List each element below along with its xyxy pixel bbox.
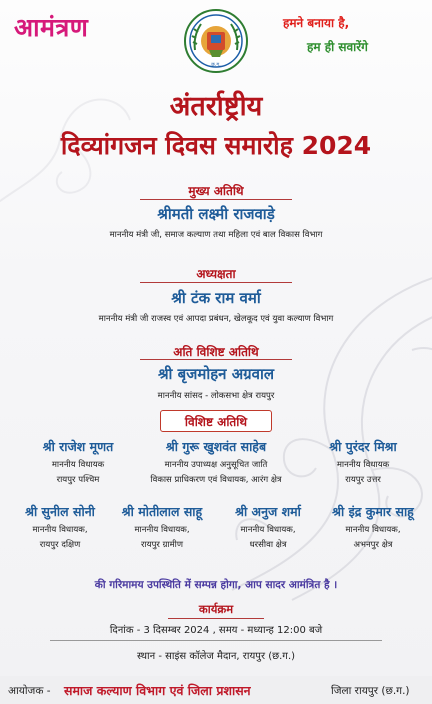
program-venue: स्थान - साइंस कॉलेज मैदान, रायपुर (छ.ग.) (136, 651, 296, 662)
designation-line: माननीय विधायक, (345, 525, 401, 535)
designation-line: रायपुर दक्षिण (39, 540, 81, 550)
special-guest-name: श्री गुरू खुशवंत साहेब (165, 439, 267, 454)
designation-line: रायपुर उत्तर (345, 475, 381, 485)
special-guest-name: श्री इंद्र कुमार साहू (332, 504, 414, 519)
special-guest-designation (216, 523, 320, 553)
designation-line: विकास प्राधिकरण एवं विधायक, आरंग क्षेत्र (150, 475, 282, 485)
chair-heading: अध्यक्षता (196, 267, 236, 281)
designation-line: माननीय विधायक, (32, 525, 88, 535)
special-guest-designation (6, 523, 114, 553)
invitation-text: की गरिमामय उपस्थिति में सम्पन्न होगा, आप सादर आमंत्रित है । (94, 579, 338, 591)
divider (140, 359, 292, 360)
special-guest-name: श्री अनुज शर्मा (235, 504, 301, 519)
designation-line: माननीय विधायक (336, 460, 390, 470)
program-heading: कार्यक्रम (198, 602, 234, 616)
chief-guest-name: श्रीमती लक्ष्मी राजवाड़े (157, 205, 275, 223)
special-guests-heading: विशिष्ट अतिथि (184, 415, 248, 429)
designation-line: माननीय विधायक (51, 460, 105, 470)
chair-name: श्री टंक राम वर्मा (171, 289, 261, 307)
special-chief-guest-heading: अति विशिष्ट अतिथि (173, 345, 259, 359)
state-emblem-icon (183, 8, 249, 74)
designation-line: रायपुर पश्चिम (56, 475, 100, 485)
chair-designation: माननीय मंत्री जी राजस्व एवं आपदा प्रबंधन, खेलकूद एवं युवा कल्याण विभाग (98, 314, 334, 324)
special-guest-name: श्री राजेश मूणत (42, 439, 114, 454)
designation-line: रायपुर ग्रामीण (140, 540, 184, 550)
special-chief-guest-designation: माननीय सांसद - लोकसभा क्षेत्र रायपुर (157, 391, 275, 401)
divider (140, 282, 292, 283)
designation-line: माननीय विधायक, (240, 525, 296, 535)
slogan-line-1: हमने बनाया है, (283, 16, 350, 30)
special-guest-name: श्री सुनील सोनी (25, 504, 95, 519)
designation-line: अभनपुर क्षेत्र (353, 540, 393, 550)
divider (50, 640, 382, 641)
special-guest-designation (128, 458, 304, 488)
special-guest-name: श्री मोतीलाल साहू (121, 504, 203, 519)
special-guest-designation (320, 523, 426, 553)
special-guest-designation (110, 523, 214, 553)
event-title-line-1: अंतर्राष्ट्रीय (169, 91, 263, 122)
special-guest-designation (303, 458, 423, 488)
slogan-line-2: हम ही सवारेंगे (307, 40, 368, 54)
amantran-heading: आमंत्रण (14, 13, 89, 42)
special-chief-guest-name: श्री बृजमोहन अग्रवाल (157, 365, 275, 383)
special-guest-designation (18, 458, 138, 488)
chief-guest-designation: माननीय मंत्री जी, समाज कल्याण तथा महिला एवं बाल विकास विभाग (109, 230, 323, 240)
divider (140, 199, 292, 200)
program-datetime: दिनांक - 3 दिसम्बर 2024 , समय - मध्यान्ह 12:00 बजे (109, 625, 323, 636)
divider (168, 618, 264, 619)
designation-line: धरसीवा क्षेत्र (249, 540, 287, 550)
footer-organizer-name: समाज कल्याण विभाग एवं जिला प्रशासन (64, 683, 251, 698)
designation-line: माननीय विधायक, (134, 525, 190, 535)
chief-guest-heading: मुख्य अतिथि (188, 184, 244, 198)
event-title-line-2: दिव्यांगजन दिवस समारोह 2024 (60, 131, 372, 160)
footer-district: जिला रायपुर (छ.ग.) (331, 685, 410, 697)
footer-organizer-prefix: आयोजक - (8, 685, 51, 697)
designation-line: माननीय उपाध्यक्ष अनुसूचित जाति (164, 460, 268, 470)
svg-text:छ.ग.: छ.ग. (211, 62, 221, 68)
special-guest-name: श्री पुरंदर मिश्रा (329, 439, 397, 454)
